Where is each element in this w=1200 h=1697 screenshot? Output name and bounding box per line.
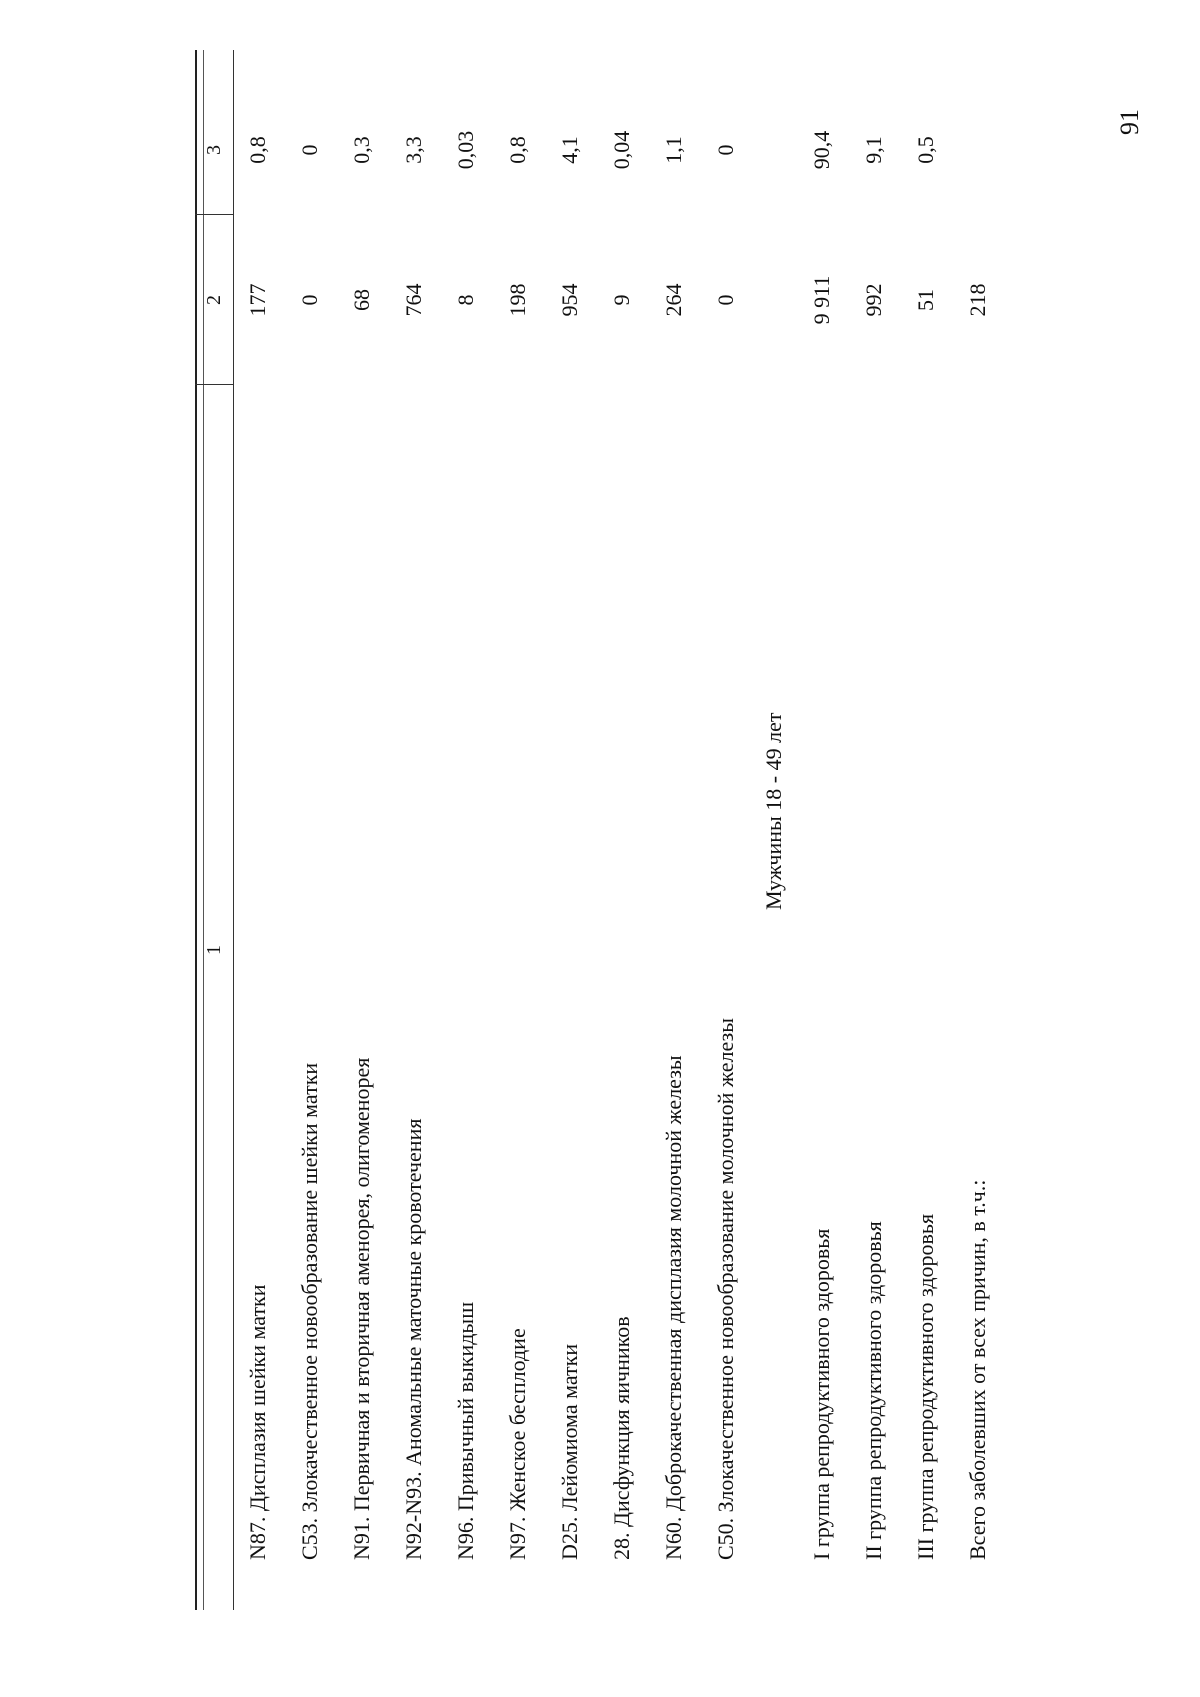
row-count: 0 xyxy=(713,294,738,306)
table-row xyxy=(401,50,431,1610)
row-count: 218 xyxy=(965,283,990,317)
table-row xyxy=(349,50,379,1610)
table-row xyxy=(861,50,891,1610)
table-row xyxy=(913,50,943,1610)
row-label: N92-N93. Аномальные маточные кровотечения xyxy=(401,1118,426,1560)
row-count: 198 xyxy=(505,283,530,317)
row-label: N91. Первичная и вторичная аменорея, олигоменорея xyxy=(349,1057,374,1560)
row-percent: 0,03 xyxy=(453,130,478,170)
row-percent: 0,8 xyxy=(245,136,270,164)
row-percent: 0,5 xyxy=(913,136,938,164)
table-row xyxy=(245,50,275,1610)
column-divider-1 xyxy=(195,384,233,385)
row-label: N97. Женское бесплодие xyxy=(505,1328,530,1560)
row-percent: 3,3 xyxy=(401,136,426,164)
row-percent: 1,1 xyxy=(661,136,686,164)
row-label: C53. Злокачественное новообразование шейки матки xyxy=(297,1062,322,1560)
table-row xyxy=(809,50,839,1610)
row-count: 177 xyxy=(245,283,270,317)
row-percent: 9,1 xyxy=(861,136,886,164)
row-count: 0 xyxy=(297,294,322,306)
section-title: Мужчины 18 - 49 лет xyxy=(761,712,786,910)
row-label: I группа репродуктивного здоровья xyxy=(809,1228,834,1560)
row-percent: 0 xyxy=(713,144,738,156)
row-label: N87. Дисплазия шейки матки xyxy=(245,1284,270,1560)
row-percent: 0,3 xyxy=(349,136,374,164)
page-number: 91 xyxy=(1115,109,1144,135)
column-header-1: 1 xyxy=(203,945,225,955)
row-count: 9 911 xyxy=(809,275,834,325)
row-label: D25. Лейомиома матки xyxy=(557,1343,582,1560)
table-row xyxy=(505,50,535,1610)
row-label: 28. Дисфункция яичников xyxy=(609,1316,634,1560)
row-count: 9 xyxy=(609,294,634,306)
row-percent: 0,8 xyxy=(505,136,530,164)
table-row xyxy=(297,50,327,1610)
row-label: C50. Злокачественное новообразование молочной железы xyxy=(713,1018,738,1560)
row-count: 764 xyxy=(401,283,426,317)
row-count: 8 xyxy=(453,294,478,306)
row-label: N60. Доброкачественная дисплазия молочной железы xyxy=(661,1055,686,1560)
row-count: 954 xyxy=(557,283,582,317)
column-divider-2 xyxy=(195,214,233,215)
column-header-3: 3 xyxy=(203,145,225,155)
row-percent: 90,4 xyxy=(809,130,834,170)
statistics-table xyxy=(195,50,990,1610)
row-count: 68 xyxy=(349,289,374,311)
row-label: II группа репродуктивного здоровья xyxy=(861,1221,886,1560)
row-count: 992 xyxy=(861,283,886,317)
row-percent: 4,1 xyxy=(557,136,582,164)
table-row xyxy=(661,50,691,1610)
row-percent: 0,04 xyxy=(609,130,634,170)
column-header-2: 2 xyxy=(203,295,225,305)
row-percent: 0 xyxy=(297,144,322,156)
row-count: 264 xyxy=(661,283,686,317)
row-count: 51 xyxy=(913,289,938,311)
table-row xyxy=(557,50,587,1610)
row-label: N96. Привычный выкидыш xyxy=(453,1301,478,1560)
table-row xyxy=(713,50,743,1610)
table-top-rule xyxy=(195,50,197,1610)
table-row xyxy=(453,50,483,1610)
row-label: III группа репродуктивного здоровья xyxy=(913,1213,938,1560)
table-row xyxy=(609,50,639,1610)
row-label: Всего заболевших от всех причин, в т.ч.: xyxy=(965,1179,990,1560)
header-bottom-rule xyxy=(233,50,234,1610)
table-row xyxy=(965,50,995,1610)
